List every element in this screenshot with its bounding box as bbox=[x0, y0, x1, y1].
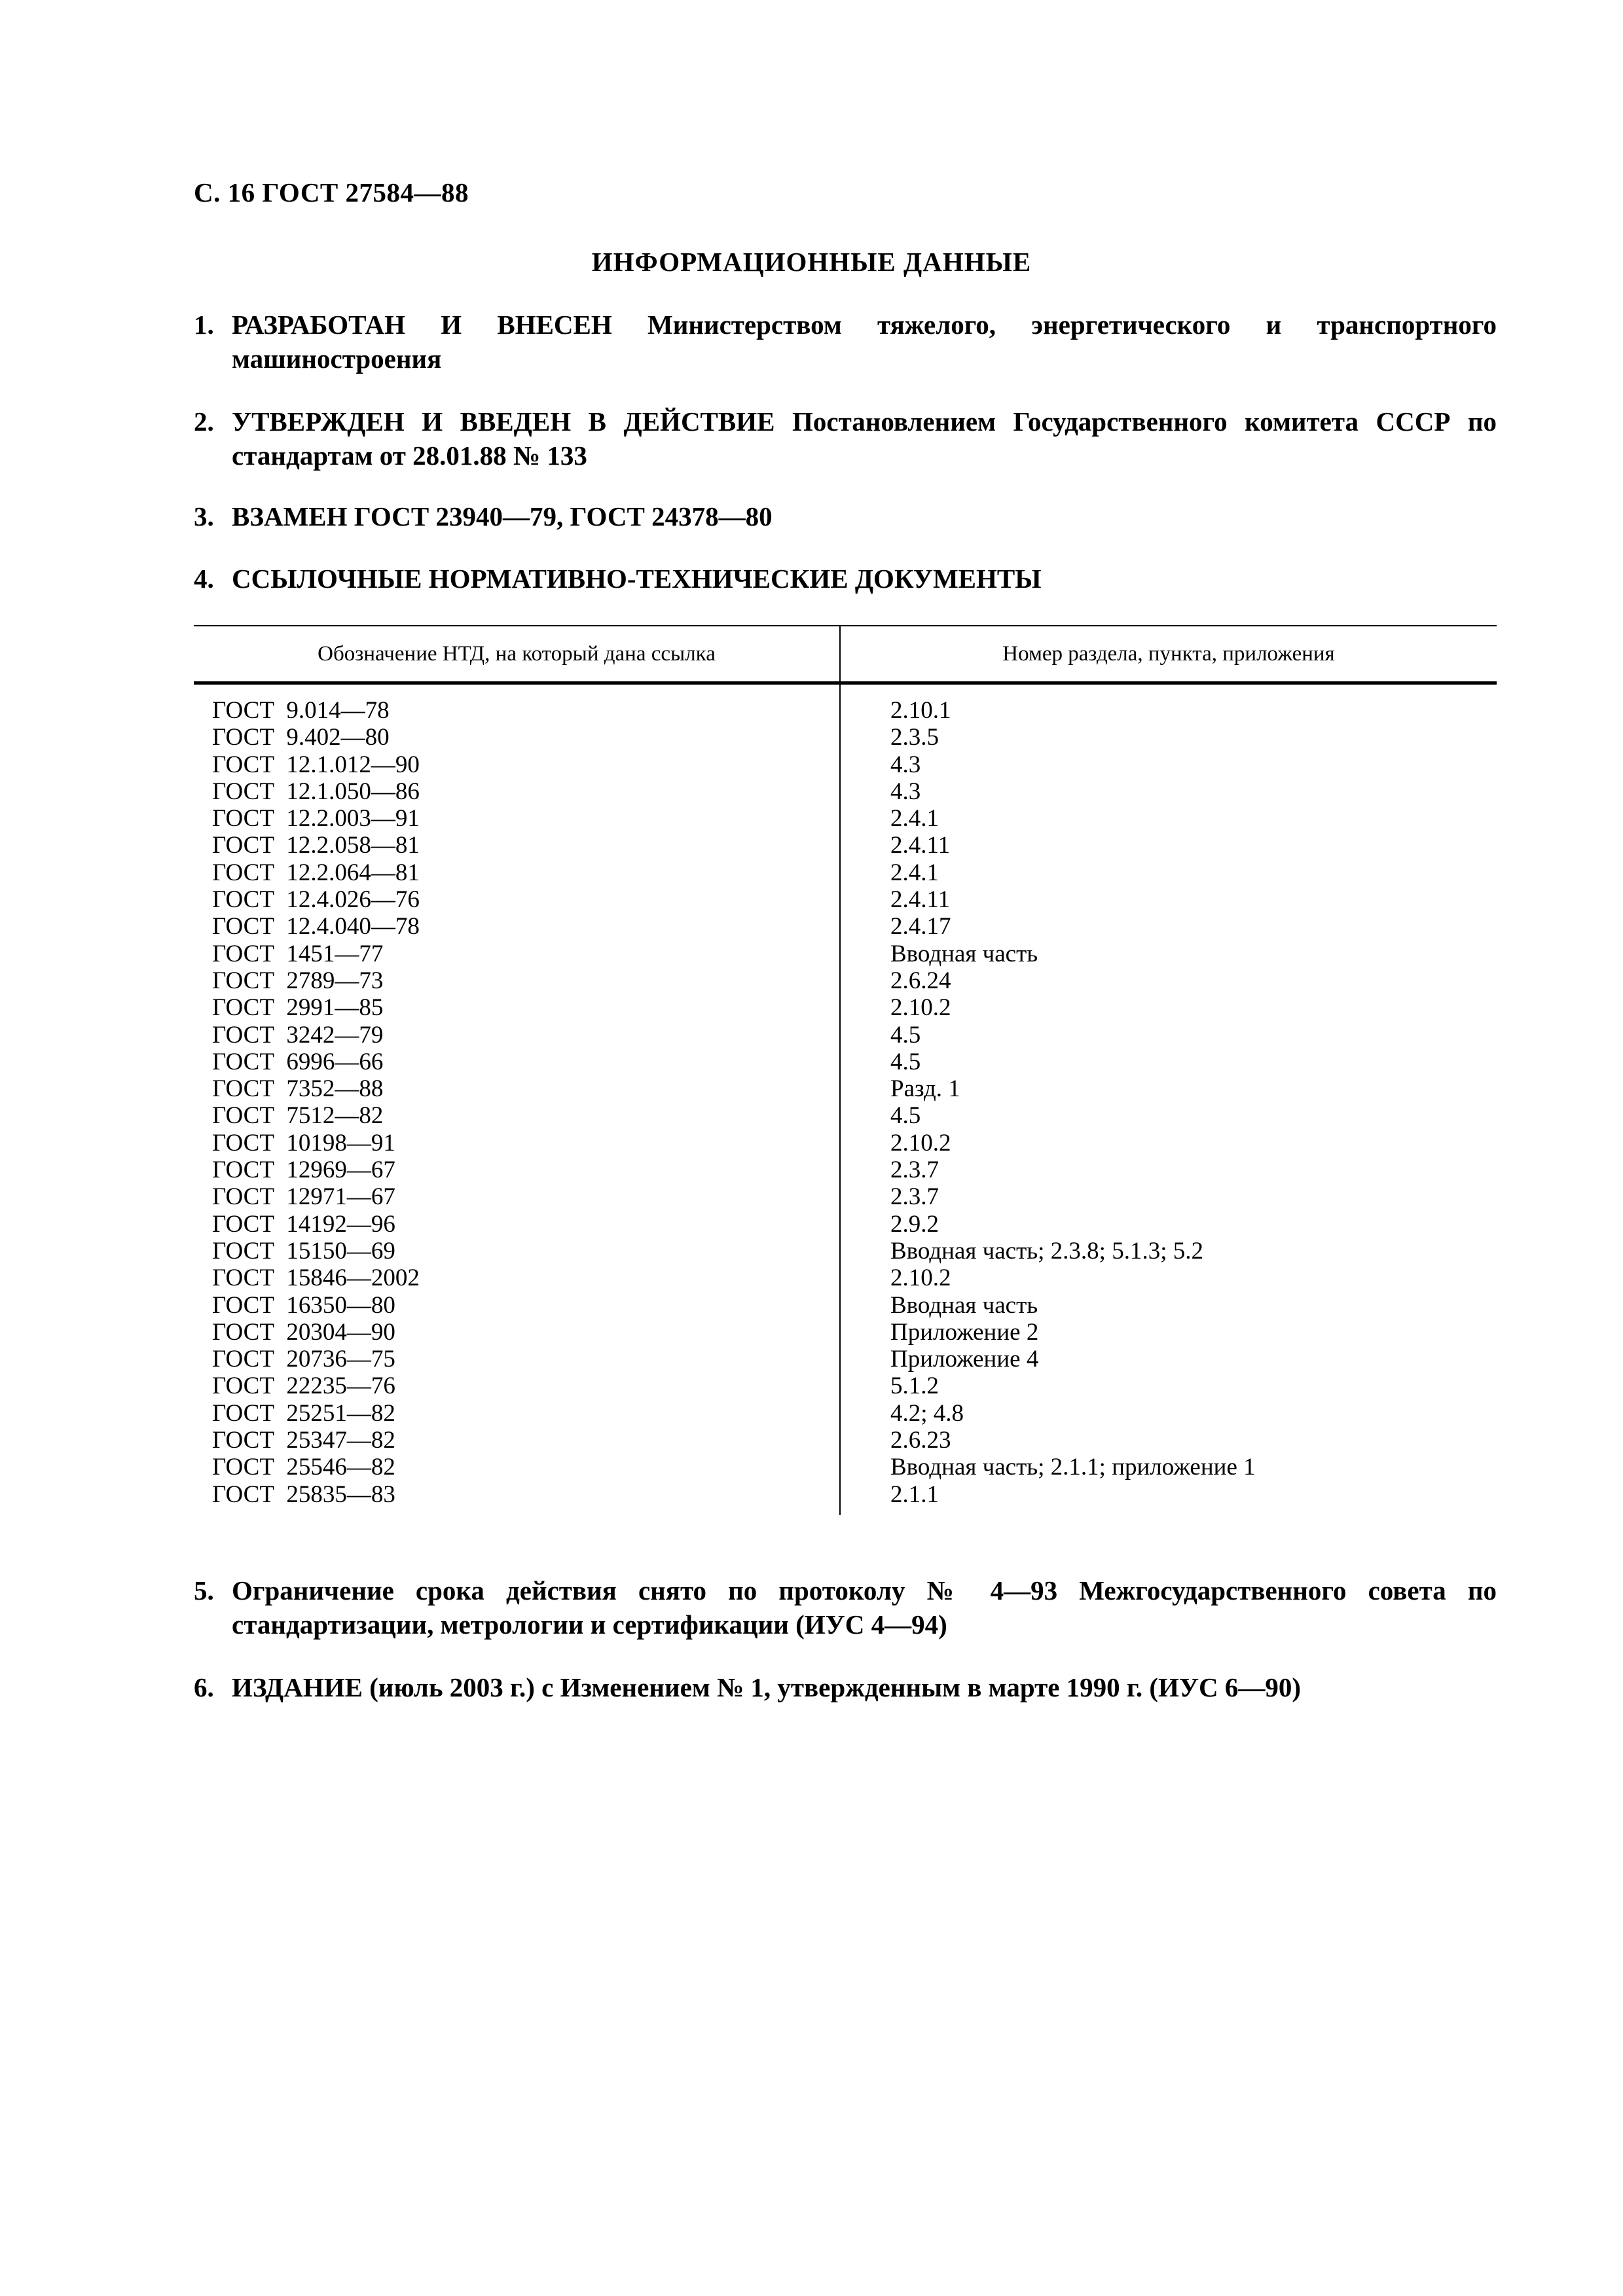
ntd-designation-cell: ГОСТ 12969—67 bbox=[212, 1157, 395, 1184]
section-reference-cell: 2.3.5 bbox=[890, 724, 939, 751]
table-row bbox=[194, 1049, 1497, 1075]
item-number: 5. bbox=[194, 1575, 214, 1605]
page-header: С. 16 ГОСТ 27584—88 bbox=[194, 177, 469, 207]
section-reference-cell: Приложение 2 bbox=[890, 1318, 1039, 1346]
ntd-designation-cell: ГОСТ 20736—75 bbox=[212, 1346, 395, 1373]
table-row bbox=[194, 1319, 1497, 1346]
table-row bbox=[194, 1481, 1497, 1508]
item-number: 3. bbox=[194, 501, 214, 531]
info-item-5 bbox=[194, 1573, 1497, 1641]
table-row bbox=[194, 1372, 1497, 1399]
section-reference-cell: 2.4.1 bbox=[890, 859, 939, 886]
ntd-designation-cell: ГОСТ 2789—73 bbox=[212, 967, 384, 994]
table-row bbox=[194, 724, 1497, 751]
section-reference-cell: 4.5 bbox=[890, 1102, 921, 1130]
section-reference-cell: 2.10.1 bbox=[890, 697, 951, 724]
section-reference-cell: 4.5 bbox=[890, 1048, 921, 1075]
table-row bbox=[194, 1427, 1497, 1454]
table-row bbox=[194, 1075, 1497, 1102]
table-row bbox=[194, 886, 1497, 913]
info-item-4 bbox=[194, 562, 1497, 596]
table-row bbox=[194, 1454, 1497, 1480]
section-reference-cell: Разд. 1 bbox=[890, 1075, 960, 1103]
table-row bbox=[194, 967, 1497, 994]
section-reference-cell: 2.10.2 bbox=[890, 994, 951, 1022]
ntd-designation-cell: ГОСТ 1451—77 bbox=[212, 940, 384, 967]
section-reference-cell: 2.3.7 bbox=[890, 1183, 939, 1211]
section-reference-cell: Приложение 4 bbox=[890, 1346, 1039, 1373]
info-item-1 bbox=[194, 308, 1497, 376]
section-reference-cell: 2.10.2 bbox=[890, 1129, 951, 1157]
table-row bbox=[194, 1400, 1497, 1427]
section-reference-cell: Вводная часть bbox=[890, 940, 1038, 967]
table-row bbox=[194, 1211, 1497, 1238]
table-row bbox=[194, 751, 1497, 778]
section-reference-cell: Вводная часть bbox=[890, 1291, 1038, 1319]
table-row bbox=[194, 1183, 1497, 1210]
ntd-designation-cell: ГОСТ 10198—91 bbox=[212, 1129, 395, 1157]
table-row bbox=[194, 941, 1497, 967]
info-item-3 bbox=[194, 499, 1497, 533]
ntd-designation-cell: ГОСТ 12.4.040—78 bbox=[212, 913, 420, 941]
info-item-6 bbox=[194, 1670, 1497, 1704]
table-row bbox=[194, 1102, 1497, 1129]
ntd-designation-cell: ГОСТ 7512—82 bbox=[212, 1102, 384, 1130]
ntd-designation-cell: ГОСТ 9.014—78 bbox=[212, 697, 390, 724]
section-reference-cell: 2.3.7 bbox=[890, 1157, 939, 1184]
ntd-designation-cell: ГОСТ 25835—83 bbox=[212, 1480, 395, 1508]
section-reference-cell: 2.9.2 bbox=[890, 1210, 939, 1238]
table-row bbox=[194, 805, 1497, 832]
table-row bbox=[194, 778, 1497, 805]
table-body bbox=[194, 697, 1497, 1508]
section-reference-cell: 2.4.11 bbox=[890, 886, 951, 914]
ntd-designation-cell: ГОСТ 12.2.064—81 bbox=[212, 859, 420, 886]
item-text: ИЗДАНИЕ (июль 2003 г.) с Изменением № 1, утвержденным в марте 1990 г. (ИУС 6—90) bbox=[232, 1672, 1302, 1702]
ntd-designation-cell: ГОСТ 16350—80 bbox=[212, 1291, 395, 1319]
ntd-designation-cell: ГОСТ 7352—88 bbox=[212, 1075, 384, 1103]
table-row bbox=[194, 1238, 1497, 1265]
item-text: ВЗАМЕН ГОСТ 23940—79, ГОСТ 24378—80 bbox=[232, 501, 773, 531]
ntd-designation-cell: ГОСТ 2991—85 bbox=[212, 994, 384, 1022]
section-reference-cell: 2.1.1 bbox=[890, 1480, 939, 1508]
section-reference-cell: 5.1.2 bbox=[890, 1372, 939, 1400]
table-row bbox=[194, 697, 1497, 724]
table-row bbox=[194, 1157, 1497, 1183]
ntd-designation-cell: ГОСТ 12.2.003—91 bbox=[212, 805, 420, 833]
ntd-designation-cell: ГОСТ 12.4.026—76 bbox=[212, 886, 420, 914]
table-row bbox=[194, 1346, 1497, 1372]
section-reference-cell: 2.10.2 bbox=[890, 1265, 951, 1292]
ntd-designation-cell: ГОСТ 6996—66 bbox=[212, 1048, 384, 1075]
ntd-designation-cell: ГОСТ 12.1.050—86 bbox=[212, 778, 420, 805]
ntd-designation-cell: ГОСТ 12.1.012—90 bbox=[212, 751, 420, 778]
section-reference-cell: 2.6.24 bbox=[890, 967, 951, 994]
table-row bbox=[194, 832, 1497, 859]
section-reference-cell: 2.4.11 bbox=[890, 832, 951, 859]
ntd-designation-cell: ГОСТ 22235—76 bbox=[212, 1372, 395, 1400]
item-number: 1. bbox=[194, 310, 214, 340]
section-reference-cell: 2.4.1 bbox=[890, 805, 939, 833]
table-header-rule bbox=[194, 681, 1497, 685]
item-text: Ограничение срока действия снято по протоколу № 4—93 Межгосударственного совета по стандартизации, метрологии и сертификации (ИУС 4—94) bbox=[232, 1575, 1497, 1640]
section-reference-cell: 4.2; 4.8 bbox=[890, 1399, 964, 1427]
reference-documents-table bbox=[194, 625, 1497, 1515]
item-text: ССЫЛОЧНЫЕ НОРМАТИВНО-ТЕХНИЧЕСКИЕ ДОКУМЕНТЫ bbox=[232, 564, 1042, 594]
section-reference-cell: Вводная часть; 2.1.1; приложение 1 bbox=[890, 1454, 1256, 1481]
section-reference-cell: 4.5 bbox=[890, 1021, 921, 1049]
section-reference-cell: 2.4.17 bbox=[890, 913, 951, 941]
ntd-designation-cell: ГОСТ 20304—90 bbox=[212, 1318, 395, 1346]
table-row bbox=[194, 994, 1497, 1021]
table-row bbox=[194, 1292, 1497, 1319]
info-item-2 bbox=[194, 404, 1497, 473]
table-header-ntd: Обозначение НТД, на который дана ссылка bbox=[318, 642, 716, 666]
ntd-designation-cell: ГОСТ 25251—82 bbox=[212, 1399, 395, 1427]
item-number: 2. bbox=[194, 406, 214, 437]
ntd-designation-cell: ГОСТ 25347—82 bbox=[212, 1427, 395, 1454]
ntd-designation-cell: ГОСТ 15846—2002 bbox=[212, 1265, 420, 1292]
table-row bbox=[194, 913, 1497, 940]
item-number: 4. bbox=[194, 564, 214, 594]
document-title: ИНФОРМАЦИОННЫЕ ДАННЫЕ bbox=[591, 247, 1032, 277]
ntd-designation-cell: ГОСТ 12.2.058—81 bbox=[212, 832, 420, 859]
ntd-designation-cell: ГОСТ 25546—82 bbox=[212, 1454, 395, 1481]
ntd-designation-cell: ГОСТ 9.402—80 bbox=[212, 724, 390, 751]
table-row bbox=[194, 1022, 1497, 1049]
ntd-designation-cell: ГОСТ 3242—79 bbox=[212, 1021, 384, 1049]
table-top-rule bbox=[194, 625, 1497, 626]
section-reference-cell: Вводная часть; 2.3.8; 5.1.3; 5.2 bbox=[890, 1237, 1203, 1265]
item-text: УТВЕРЖДЕН И ВВЕДЕН В ДЕЙСТВИЕ Постановлением Государственного комитета СССР по стандартам от 28.01.88 № 133 bbox=[232, 406, 1497, 471]
table-row bbox=[194, 1130, 1497, 1157]
ntd-designation-cell: ГОСТ 12971—67 bbox=[212, 1183, 395, 1211]
section-reference-cell: 2.6.23 bbox=[890, 1427, 951, 1454]
section-reference-cell: 4.3 bbox=[890, 751, 921, 778]
table-row bbox=[194, 1265, 1497, 1291]
item-number: 6. bbox=[194, 1672, 214, 1702]
ntd-designation-cell: ГОСТ 15150—69 bbox=[212, 1237, 395, 1265]
item-text: РАЗРАБОТАН И ВНЕСЕН Министерством тяжелого, энергетического и транспортного машиностроения bbox=[232, 310, 1497, 374]
section-reference-cell: 4.3 bbox=[890, 778, 921, 805]
table-header-ref: Номер раздела, пункта, приложения bbox=[1002, 642, 1335, 666]
table-row bbox=[194, 859, 1497, 886]
ntd-designation-cell: ГОСТ 14192—96 bbox=[212, 1210, 395, 1238]
